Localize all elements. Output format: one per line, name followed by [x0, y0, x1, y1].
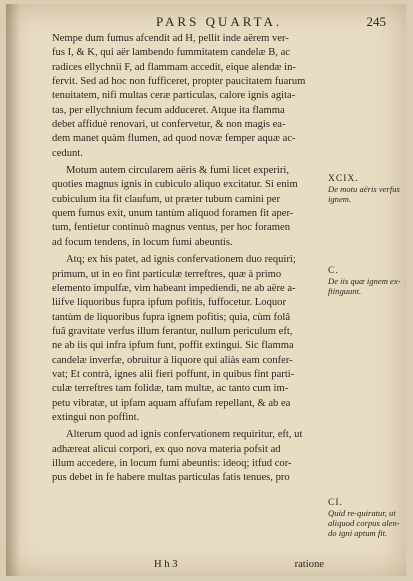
margin-note-text: Quid re-quiratur, ut aliquod corpus alen-do igni aptum fit. — [328, 508, 400, 538]
text-line: Nempe dum fumus afcendit ad H, pellit inde aërem ver- — [52, 33, 289, 44]
paragraph-1 — [52, 32, 324, 161]
text-line: cedunt. — [52, 147, 83, 159]
text-line: fus I, & K, qui aër lambendo fummitatem candelæ B, ac — [52, 47, 290, 59]
signature-mark: H h 3 — [154, 559, 178, 570]
text-line: tum, fentietur continuò magnus ventus, per hoc foramen — [52, 222, 291, 234]
text-line: Motum autem circularem aëris & fumi licet experiri, — [66, 165, 289, 177]
text-line: fervit. Sed ad hoc non fufficeret, propter paucitatem fuarum — [52, 76, 306, 88]
text-line: quoties magnus ignis in cubiculo aliquo excitatur. Si enim — [52, 179, 298, 191]
page-number: 245 — [366, 14, 386, 29]
text-line: Atq; ex his patet, ad ignis confervationem duo requiri; — [66, 254, 296, 266]
text-line: culæ terreftres tam folidæ, tam multæ, ac tanto cum im- — [52, 383, 289, 395]
text-line: radices ellychnii F, ad flammam accedit, eique alendæ in- — [52, 61, 296, 73]
margin-note-101 — [328, 498, 404, 538]
main-text — [52, 32, 324, 486]
text-line: candelæ inverfæ, obruitur à liquore qui aliàs eam confer- — [52, 354, 293, 366]
page-header — [76, 14, 386, 32]
text-line: vat; Et contrà, ignes alii fieri poffunt, in quibus fint parti- — [52, 368, 295, 380]
text-line: fuâ gravitate verfus illum ferantur, nullum periculum eft, — [52, 325, 293, 337]
text-line: Alterum quod ad ignis confervationem requiritur, eft, ut — [66, 429, 303, 441]
text-line: tenuitatem, nifi multas ceræ particulas, calore ignis agita- — [52, 90, 296, 102]
text-line: dem manet quàm flumen, ad quod novæ femper aquæ ac- — [52, 133, 296, 145]
page-footer — [52, 559, 324, 573]
margin-note-text: De iis quæ ignem ex-ftinguunt. — [328, 276, 401, 296]
page-gutter-shadow — [6, 4, 20, 576]
margin-note-number: C. — [328, 266, 339, 276]
text-line: tas, per ellychnium fecum adduceret. Atque ita flamma — [52, 104, 285, 116]
book-page — [6, 4, 406, 576]
catchword: ratione — [294, 559, 324, 570]
paragraph-3 — [52, 253, 324, 425]
text-line: adhæreat alicui corpori, ex quo nova materia pofsit ad — [52, 443, 281, 455]
running-head: PARS QUARTA. — [156, 14, 283, 29]
text-line: elemento impulfæ, vim habeant impediendi, ne ab aëre a- — [52, 282, 296, 294]
margin-note-number: XCIX. — [328, 174, 359, 184]
text-line: pus debet in fe habere multas particulas fatis tenues, pro — [52, 472, 290, 484]
text-line: ne ab iis qui infra ipfum funt, poffit extingui. Sic flamma — [52, 340, 294, 352]
text-line: debet affiduè renovari, ut confervetur, & non magis ea- — [52, 119, 286, 131]
text-line: liifve liquoribus fupra ipfum pofitis, fuffocetur. Loquor — [52, 297, 286, 309]
margin-note-99 — [328, 174, 404, 204]
text-line: quem fumus exit, unum tantùm aliquod foramen fit aper- — [52, 208, 294, 220]
paragraph-4 — [52, 428, 324, 485]
text-line: petu vibratæ, ut ipfam aquam affufam repellant, & ab ea — [52, 397, 291, 409]
text-line: tantùm de liquoribus fupra ignem pofitis; quia, cùm folâ — [52, 311, 291, 323]
paragraph-2 — [52, 164, 324, 250]
text-line: cubiculum ita fit claufum, ut præter tubum camini per — [52, 193, 280, 205]
text-line: extingui non poffint. — [52, 411, 140, 423]
text-line: illum accedere, in locum fumi abeuntis: ideoq; itfud cor- — [52, 457, 292, 469]
margin-note-100 — [328, 266, 404, 296]
margin-note-text: De motu aëris verfus ignem. — [328, 184, 400, 204]
text-line: ad focum tendens, in locum fumi abeuntis. — [52, 236, 233, 248]
margin-note-number: CI. — [328, 498, 343, 508]
text-line: primum, ut in eo fint particulæ terreftres, quæ à primo — [52, 268, 282, 280]
